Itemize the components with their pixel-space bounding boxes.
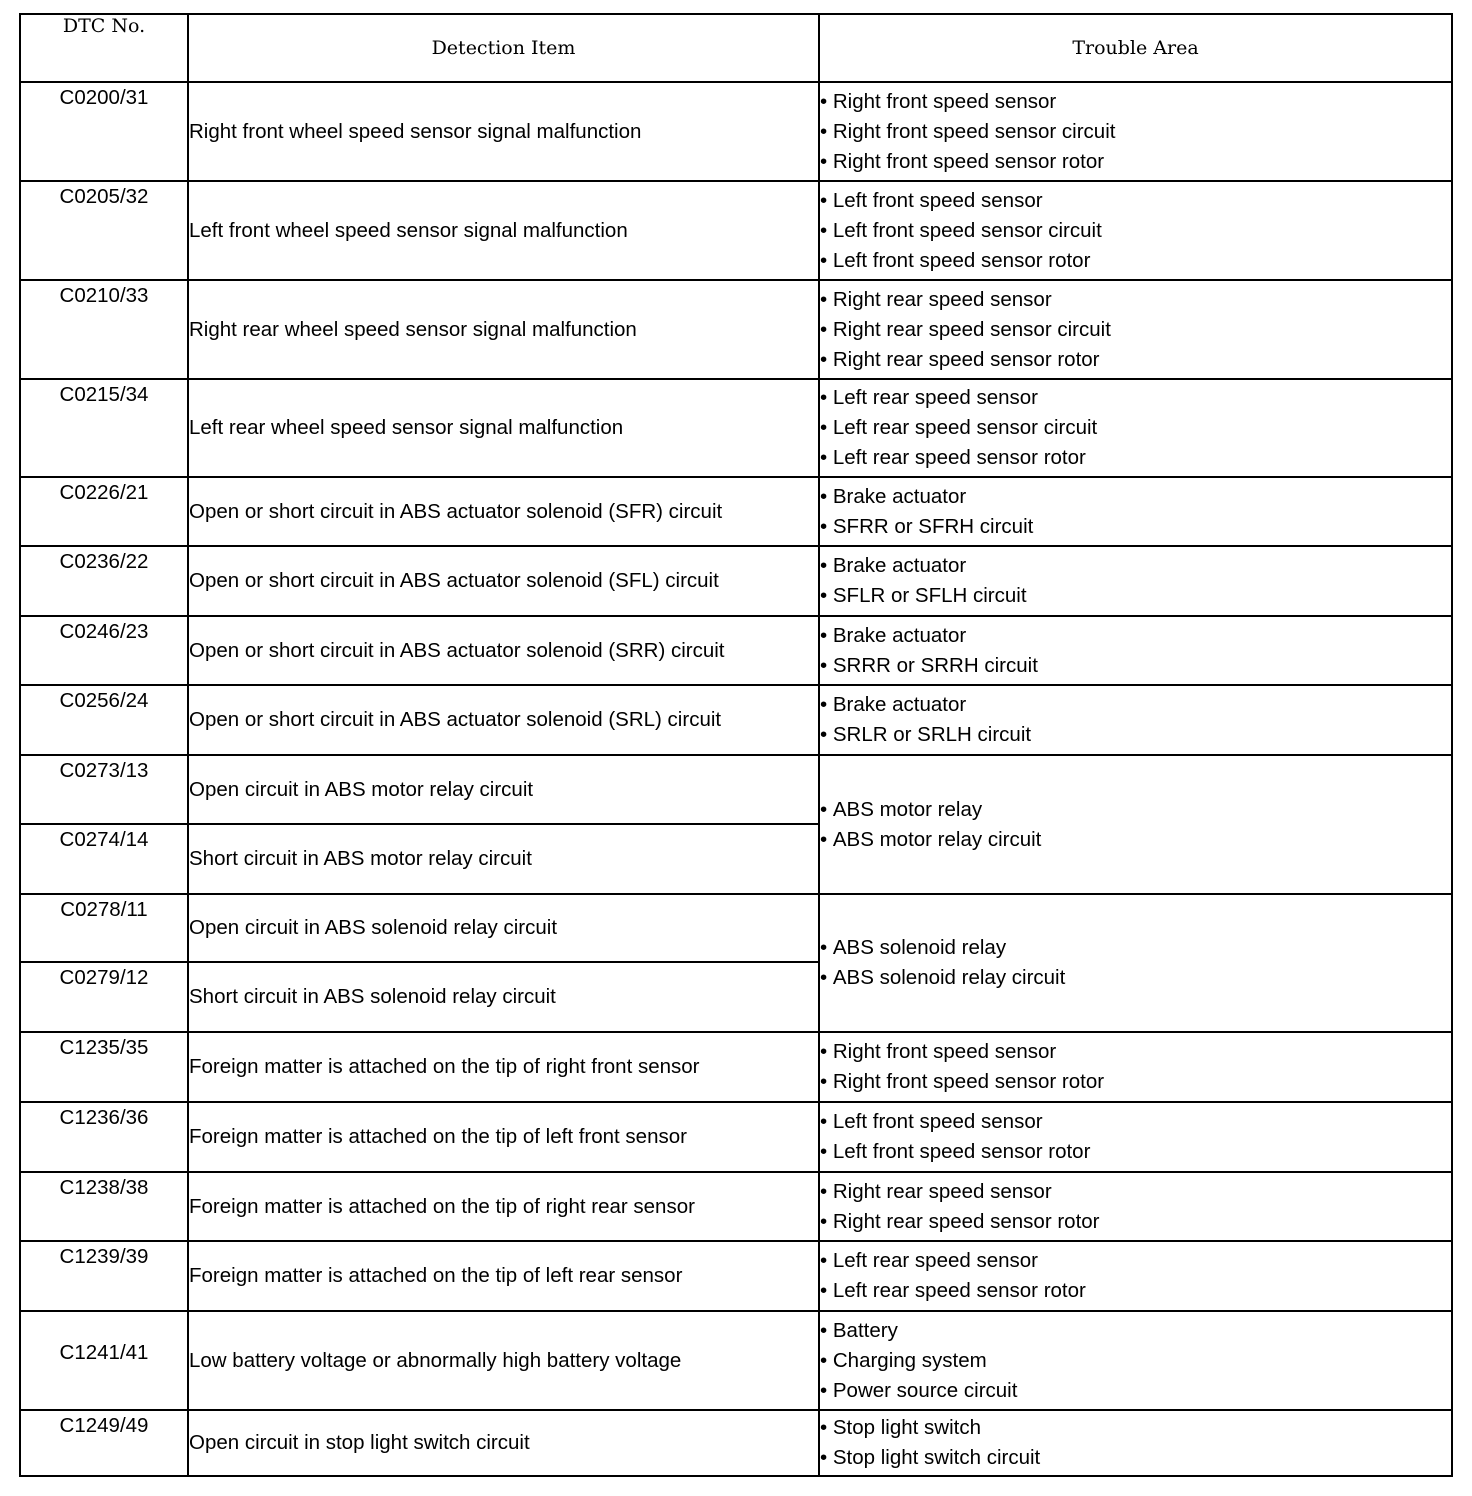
dtc-code: C0273/13 — [20, 755, 188, 824]
dtc-code: C1241/41 — [20, 1311, 188, 1410]
detection-item: Left rear wheel speed sensor signal malfunction — [188, 379, 819, 477]
trouble-area-entry: • Left rear speed sensor circuit — [820, 413, 1451, 443]
table-row — [20, 546, 1452, 616]
table-row — [20, 755, 1452, 824]
trouble-area-entry: • Left front speed sensor — [820, 186, 1451, 216]
detection-item: Open circuit in ABS motor relay circuit — [188, 755, 819, 824]
dtc-code: C1239/39 — [20, 1241, 188, 1311]
detection-item: Open or short circuit in ABS actuator solenoid (SFL) circuit — [188, 546, 819, 616]
trouble-area-entry: • Right rear speed sensor — [820, 285, 1451, 315]
dtc-code: C0226/21 — [20, 477, 188, 546]
dtc-code: C0274/14 — [20, 824, 188, 894]
trouble-area — [819, 616, 1452, 685]
dtc-table — [19, 13, 1453, 1477]
trouble-area-entry: • Right front speed sensor circuit — [820, 117, 1451, 147]
table-row — [20, 616, 1452, 685]
detection-item: Open or short circuit in ABS actuator solenoid (SRR) circuit — [188, 616, 819, 685]
table-row — [20, 1102, 1452, 1172]
detection-item: Open or short circuit in ABS actuator solenoid (SFR) circuit — [188, 477, 819, 546]
detection-item: Left front wheel speed sensor signal malfunction — [188, 181, 819, 280]
trouble-area-entry: • Left rear speed sensor rotor — [820, 443, 1451, 473]
trouble-area — [819, 685, 1452, 755]
table-row — [20, 1410, 1452, 1476]
trouble-area — [819, 181, 1452, 280]
trouble-area-entry: • Left front speed sensor rotor — [820, 1137, 1451, 1167]
table-row — [20, 280, 1452, 379]
detection-item: Open circuit in ABS solenoid relay circuit — [188, 894, 819, 962]
trouble-area-entry: • Left rear speed sensor — [820, 1246, 1451, 1276]
trouble-area — [819, 1241, 1452, 1311]
dtc-code: C0246/23 — [20, 616, 188, 685]
trouble-area-entry: • Right rear speed sensor — [820, 1177, 1451, 1207]
dtc-code: C0279/12 — [20, 962, 188, 1032]
trouble-area-entry: • ABS solenoid relay circuit — [820, 963, 1451, 993]
table-row — [20, 1241, 1452, 1311]
trouble-area-entry: • Left rear speed sensor rotor — [820, 1276, 1451, 1306]
dtc-code: C0210/33 — [20, 280, 188, 379]
table-row — [20, 379, 1452, 477]
detection-item: Foreign matter is attached on the tip of right rear sensor — [188, 1172, 819, 1241]
header-trouble-area: Trouble Area — [819, 14, 1452, 82]
detection-item: Short circuit in ABS motor relay circuit — [188, 824, 819, 894]
detection-item: Open circuit in stop light switch circuit — [188, 1410, 819, 1476]
trouble-area-entry: • Battery — [820, 1316, 1451, 1346]
table-row — [20, 1172, 1452, 1241]
detection-item: Short circuit in ABS solenoid relay circuit — [188, 962, 819, 1032]
table-row — [20, 477, 1452, 546]
trouble-area-entry: • Stop light switch circuit — [820, 1443, 1451, 1473]
trouble-area — [819, 894, 1452, 1032]
dtc-code: C0215/34 — [20, 379, 188, 477]
trouble-area-entry: • Right rear speed sensor circuit — [820, 315, 1451, 345]
trouble-area-entry: • Right front speed sensor — [820, 87, 1451, 117]
detection-item: Open or short circuit in ABS actuator solenoid (SRL) circuit — [188, 685, 819, 755]
dtc-code: C1235/35 — [20, 1032, 188, 1102]
dtc-code: C0256/24 — [20, 685, 188, 755]
trouble-area-entry: • Right front speed sensor — [820, 1037, 1451, 1067]
trouble-area-entry: • ABS solenoid relay — [820, 933, 1451, 963]
trouble-area — [819, 379, 1452, 477]
dtc-code: C1236/36 — [20, 1102, 188, 1172]
trouble-area-entry: • SFRR or SFRH circuit — [820, 512, 1451, 542]
detection-item: Low battery voltage or abnormally high battery voltage — [188, 1311, 819, 1410]
trouble-area-entry: • Right rear speed sensor rotor — [820, 345, 1451, 375]
table-row — [20, 1311, 1452, 1410]
trouble-area-entry: • SRLR or SRLH circuit — [820, 720, 1451, 750]
trouble-area-entry: • Brake actuator — [820, 690, 1451, 720]
header-detection-item: Detection Item — [188, 14, 819, 82]
detection-item: Foreign matter is attached on the tip of left front sensor — [188, 1102, 819, 1172]
trouble-area-entry: • Right rear speed sensor rotor — [820, 1207, 1451, 1237]
trouble-area — [819, 1032, 1452, 1102]
trouble-area-entry: • Left rear speed sensor — [820, 383, 1451, 413]
trouble-area — [819, 82, 1452, 181]
dtc-code: C1238/38 — [20, 1172, 188, 1241]
trouble-area-entry: • Left front speed sensor — [820, 1107, 1451, 1137]
trouble-area-entry: • Power source circuit — [820, 1376, 1451, 1406]
trouble-area — [819, 1311, 1452, 1410]
trouble-area-entry: • Left front speed sensor rotor — [820, 246, 1451, 276]
dtc-code: C1249/49 — [20, 1410, 188, 1476]
trouble-area-entry: • SFLR or SFLH circuit — [820, 581, 1451, 611]
table-row — [20, 894, 1452, 962]
table-row — [20, 685, 1452, 755]
trouble-area-entry: • Left front speed sensor circuit — [820, 216, 1451, 246]
trouble-area — [819, 1102, 1452, 1172]
trouble-area — [819, 546, 1452, 616]
trouble-area-entry: • Brake actuator — [820, 551, 1451, 581]
table-row — [20, 82, 1452, 181]
dtc-code: C0205/32 — [20, 181, 188, 280]
detection-item: Right rear wheel speed sensor signal malfunction — [188, 280, 819, 379]
dtc-code: C0278/11 — [20, 894, 188, 962]
table-row — [20, 181, 1452, 280]
trouble-area — [819, 477, 1452, 546]
header-dtc-no: DTC No. — [20, 14, 188, 82]
detection-item: Foreign matter is attached on the tip of right front sensor — [188, 1032, 819, 1102]
header-row — [20, 14, 1452, 82]
detection-item: Right front wheel speed sensor signal malfunction — [188, 82, 819, 181]
trouble-area-entry: • ABS motor relay circuit — [820, 825, 1451, 855]
trouble-area-entry: • Right front speed sensor rotor — [820, 147, 1451, 177]
detection-item: Foreign matter is attached on the tip of left rear sensor — [188, 1241, 819, 1311]
trouble-area-entry: • SRRR or SRRH circuit — [820, 651, 1451, 681]
trouble-area-entry: • ABS motor relay — [820, 795, 1451, 825]
trouble-area — [819, 1410, 1452, 1476]
trouble-area-entry: • Right front speed sensor rotor — [820, 1067, 1451, 1097]
trouble-area — [819, 280, 1452, 379]
trouble-area — [819, 1172, 1452, 1241]
trouble-area-entry: • Stop light switch — [820, 1413, 1451, 1443]
trouble-area-entry: • Brake actuator — [820, 482, 1451, 512]
dtc-code: C0236/22 — [20, 546, 188, 616]
trouble-area-entry: • Brake actuator — [820, 621, 1451, 651]
trouble-area — [819, 755, 1452, 894]
dtc-code: C0200/31 — [20, 82, 188, 181]
table-row — [20, 1032, 1452, 1102]
trouble-area-entry: • Charging system — [820, 1346, 1451, 1376]
